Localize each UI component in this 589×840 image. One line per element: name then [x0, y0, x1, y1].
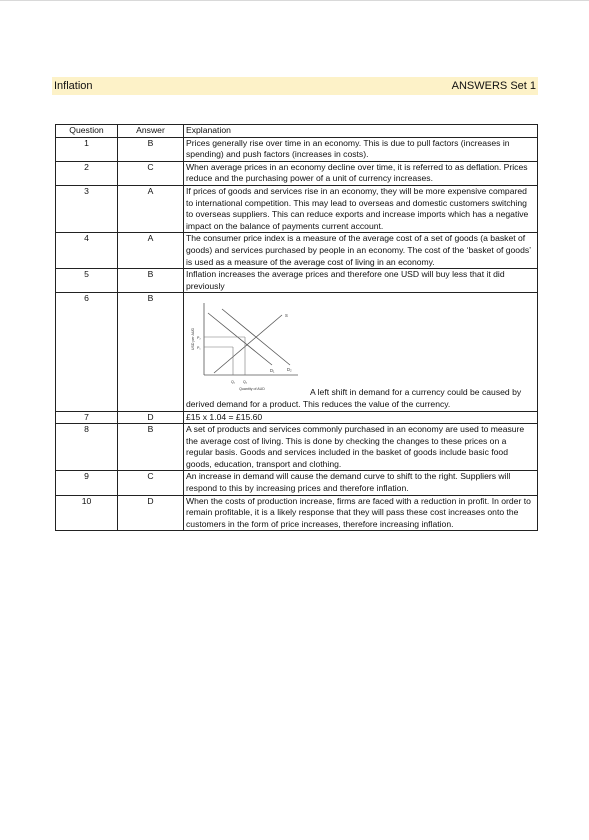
- explanation-text: An increase in demand will cause the demand curve to shift to the right. Suppliers will respond to this by increasing prices and therefore inflation.: [184, 471, 538, 495]
- question-number: 1: [56, 137, 118, 161]
- table-row: [56, 233, 538, 269]
- question-number: 5: [56, 269, 118, 293]
- question-number: 3: [56, 185, 118, 232]
- page-title: Inflation: [54, 80, 93, 92]
- question-number: 10: [56, 495, 118, 531]
- question-number: 9: [56, 471, 118, 495]
- answers-table: [55, 124, 538, 531]
- answer-letter: C: [118, 161, 184, 185]
- p2-label: P₂: [197, 336, 201, 341]
- explanation-text: If prices of goods and services rise in an economy, they will be more expensive compared to international competition. This may lead to overseas and domestic customers switching to overseas suppliers. This can reduce exports and increase imports which has a negative impact on the balance of payments current account.: [184, 185, 538, 232]
- answer-letter: B: [118, 424, 184, 471]
- explanation-text: A set of products and services commonly purchased in an economy are used to measure the average cost of living. This is done by checking the changes to these prices on a regular basis. Goods and services included in the basket of goods include basic food goods, education, transport and clothing.: [184, 424, 538, 471]
- answer-letter: A: [118, 185, 184, 232]
- column-header-question: Question: [56, 125, 118, 138]
- q1-label: Q₁: [231, 380, 236, 385]
- explanation-text: When the costs of production increase, firms are faced with a reduction in profit. In order to remain profitable, it is a likely response that they will pass these cost increases onto the customers in the form of price increases, therefore increasing inflation.: [184, 495, 538, 531]
- answer-letter: B: [118, 137, 184, 161]
- p1-label: P₁: [197, 346, 201, 351]
- x-axis-label: Quantity of AUD: [239, 387, 265, 392]
- explanation-cell-with-diagram: [184, 293, 538, 411]
- set-label: ANSWERS Set 1: [451, 80, 536, 92]
- answer-letter: C: [118, 471, 184, 495]
- answer-letter: B: [118, 293, 184, 411]
- demand-label-d2: D₂: [287, 367, 292, 373]
- explanation-text: £15 x 1.04 = £15.60: [184, 411, 538, 424]
- table-row: [56, 161, 538, 185]
- question-number: 6: [56, 293, 118, 411]
- answer-letter: D: [118, 411, 184, 424]
- supply-label: S: [285, 313, 288, 319]
- table-row: [56, 185, 538, 232]
- table-header-row: [56, 125, 538, 138]
- table-row: [56, 269, 538, 293]
- top-border: [0, 0, 589, 1]
- q2-label: Q₂: [243, 380, 248, 385]
- question-number: 4: [56, 233, 118, 269]
- y-axis-label: USD per AUD: [191, 328, 195, 351]
- explanation-text: Inflation increases the average prices and therefore one USD will buy less that it did previously: [184, 269, 538, 293]
- explanation-text: Prices generally rise over time in an economy. This is due to pull factors (increases in spending) and push factors (increases in costs).: [184, 137, 538, 161]
- table-row: [56, 495, 538, 531]
- supply-demand-graph: [186, 295, 306, 399]
- currency-demand-diagram: [186, 293, 535, 401]
- table-row: [56, 471, 538, 495]
- question-number: 7: [56, 411, 118, 424]
- demand-label-d1: D₁: [270, 368, 275, 374]
- table-row: [56, 411, 538, 424]
- explanation-text: A left shift in demand for a currency could be caused by derived demand for a product. This reduces the value of the currency.: [186, 387, 522, 409]
- explanation-text: When average prices in an economy decline over time, it is referred to as deflation. Prices reduce and the purchasing power of a unit of currency increases.: [184, 161, 538, 185]
- question-number: 2: [56, 161, 118, 185]
- table-row: [56, 424, 538, 471]
- column-header-answer: Answer: [118, 125, 184, 138]
- answer-letter: D: [118, 495, 184, 531]
- demand-curve-d1: [208, 313, 272, 365]
- column-header-explanation: Explanation: [184, 125, 538, 138]
- table-row: [56, 137, 538, 161]
- table-row: [56, 293, 538, 411]
- answer-letter: B: [118, 269, 184, 293]
- question-number: 8: [56, 424, 118, 471]
- answer-letter: A: [118, 233, 184, 269]
- explanation-text: The consumer price index is a measure of the average cost of a set of goods (a basket of goods) and services purchased by people in an economy. The cost of the ‘basket of goods’ is used as a measure of the average cost of living in an economy.: [184, 233, 538, 269]
- header-bar: [52, 77, 538, 95]
- supply-curve: [214, 315, 282, 373]
